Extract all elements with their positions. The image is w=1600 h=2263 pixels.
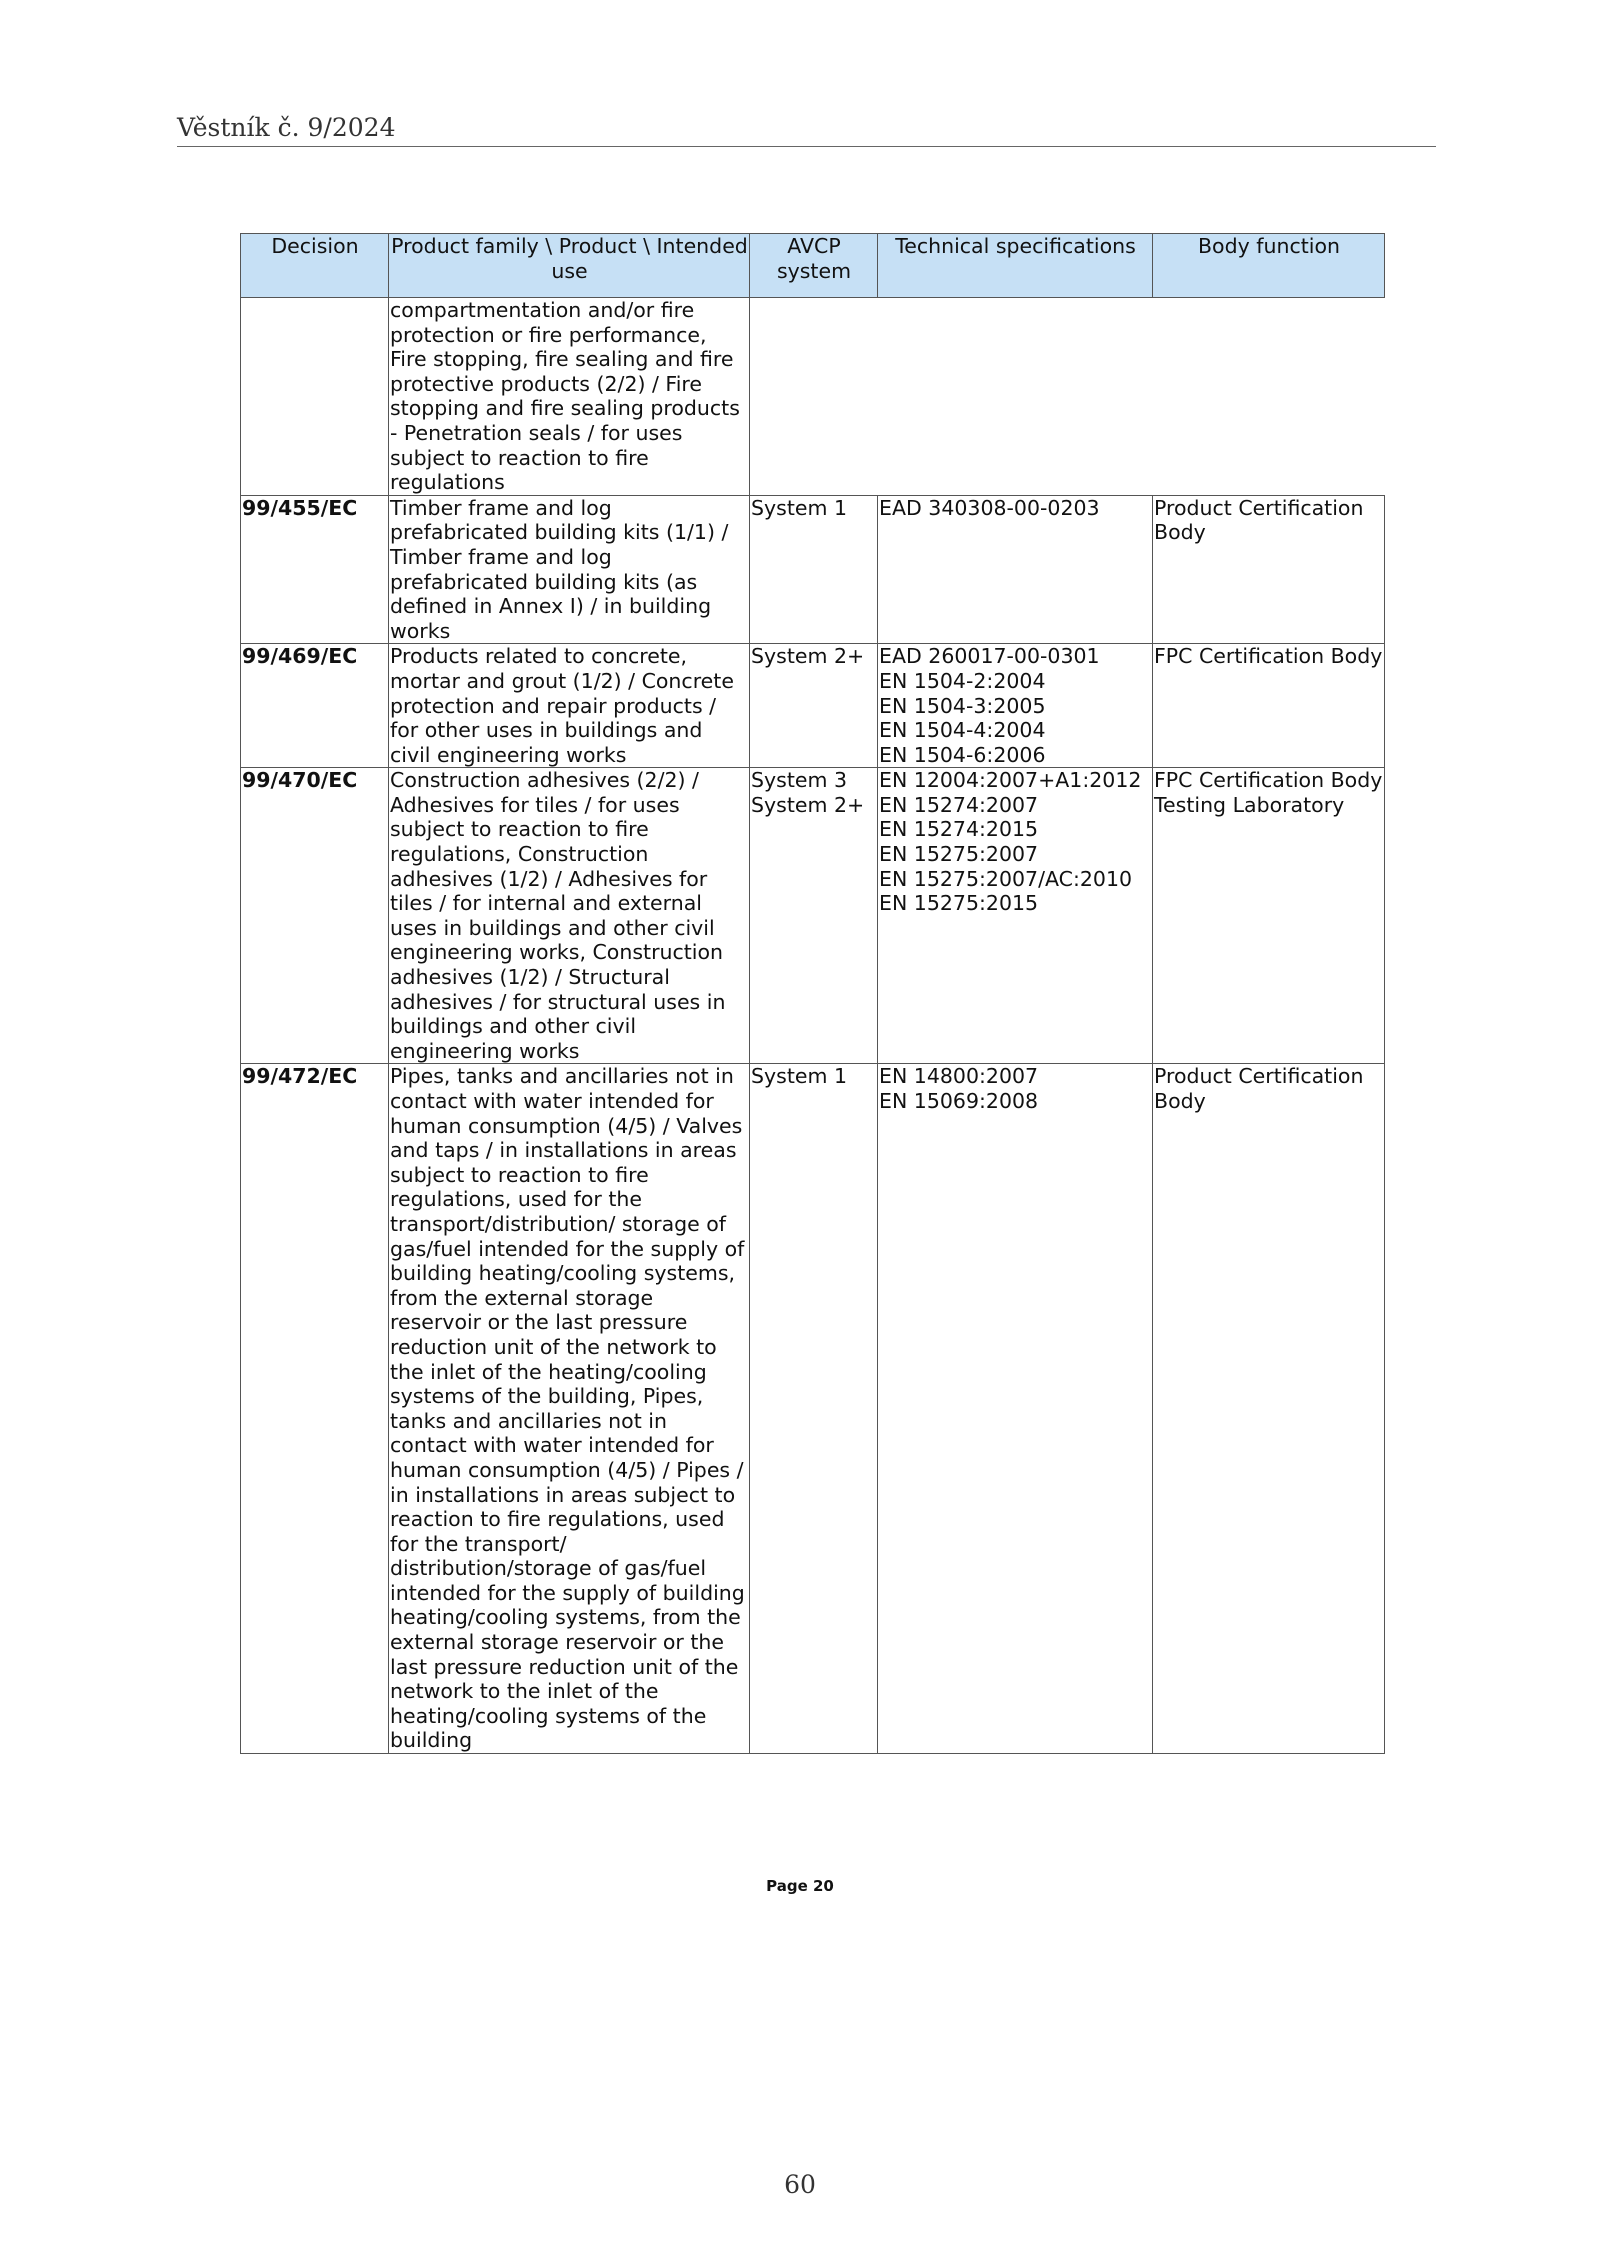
avcp-cell: System 3 System 2+: [750, 768, 878, 1064]
product-cell: Timber frame and log prefabricated building kits (1/1) / Timber frame and log prefabricated building kits (as defined in Annex I) / in building works: [389, 495, 750, 644]
table-row: [241, 644, 1385, 768]
column-header-body-function: Body function: [1153, 234, 1385, 298]
table-row: [241, 768, 1385, 1064]
table-header-row: [241, 234, 1385, 298]
column-header-product: Product family \ Product \ Intended use: [389, 234, 750, 298]
avcp-cell: System 1: [750, 495, 878, 644]
decision-cell: 99/472/EC: [241, 1064, 389, 1754]
avcp-cell: System 1: [750, 1064, 878, 1754]
running-header: Věstník č. 9/2024: [177, 113, 396, 142]
column-header-specifications: Technical specifications: [878, 234, 1153, 298]
product-cell: Pipes, tanks and ancillaries not in contact with water intended for human consumption (4/5) / Valves and taps / in installations in areas subject to reaction to fire regulations, used for the transport/distribution/ storage of gas/fuel intended for the supply of building heating/cooling systems, from the external storage reservoir or the last pressure reduction unit of the network to the inlet of the heating/cooling systems of the building, Pipes, tanks and ancillaries not in contact with water intended for human consumption (4/5) / Pipes / in installations in areas subject to reaction to fire regulations, used for the transport/ distribution/storage of gas/fuel intended for the supply of building heating/cooling systems, from the external storage reservoir or the last pressure reduction unit of the network to the inlet of the heating/cooling systems of the building: [389, 1064, 750, 1754]
decision-cell: 99/469/EC: [241, 644, 389, 768]
specifications-cell: EN 12004:2007+A1:2012 EN 15274:2007 EN 15274:2015 EN 15275:2007 EN 15275:2007/AC:2010 EN 15275:2015: [878, 768, 1153, 1064]
decision-cell: 99/470/EC: [241, 768, 389, 1064]
header-rule: [177, 146, 1436, 147]
decision-cell: 99/455/EC: [241, 495, 389, 644]
column-header-decision: Decision: [241, 234, 389, 298]
column-header-avcp: AVCP system: [750, 234, 878, 298]
page-label: Page 20: [766, 1877, 834, 1895]
specifications-cell: EAD 260017-00-0301 EN 1504-2:2004 EN 1504-3:2005 EN 1504-4:2004 EN 1504-6:2006: [878, 644, 1153, 768]
table-row-continuation: [241, 298, 1385, 496]
specifications-cell: EAD 340308-00-0203: [878, 495, 1153, 644]
specifications-cell: EN 14800:2007 EN 15069:2008: [878, 1064, 1153, 1754]
product-cell: Construction adhesives (2/2) / Adhesives for tiles / for uses subject to reaction to fire regulations, Construction adhesives (1/2) / Adhesives for tiles / for internal and external uses in buildings and other civil engineering works, Construction adhesives (1/2) / Structural adhesives / for structural uses in buildings and other civil engineering works: [389, 768, 750, 1064]
body-function-cell: Product Certification Body: [1153, 1064, 1385, 1754]
product-cell: Products related to concrete, mortar and grout (1/2) / Concrete protection and repair products / for other uses in buildings and civil engineering works: [389, 644, 750, 768]
body-function-cell: Product Certification Body: [1153, 495, 1385, 644]
table-row: [241, 495, 1385, 644]
continuation-empty-cell: [750, 298, 1385, 496]
avcp-cell: System 2+: [750, 644, 878, 768]
body-function-cell: FPC Certification Body Testing Laboratory: [1153, 768, 1385, 1064]
body-function-cell: FPC Certification Body: [1153, 644, 1385, 768]
decision-table: [240, 233, 1385, 1754]
page-number: 60: [784, 2170, 816, 2199]
table-row: [241, 1064, 1385, 1754]
continuation-product-cell: compartmentation and/or fire protection or fire performance, Fire stopping, fire sealing and fire protective products (2/2) / Fire stopping and fire sealing products - Penetration seals / for uses subject to reaction to fire regulations: [389, 298, 750, 496]
continuation-decision-cell: [241, 298, 389, 496]
